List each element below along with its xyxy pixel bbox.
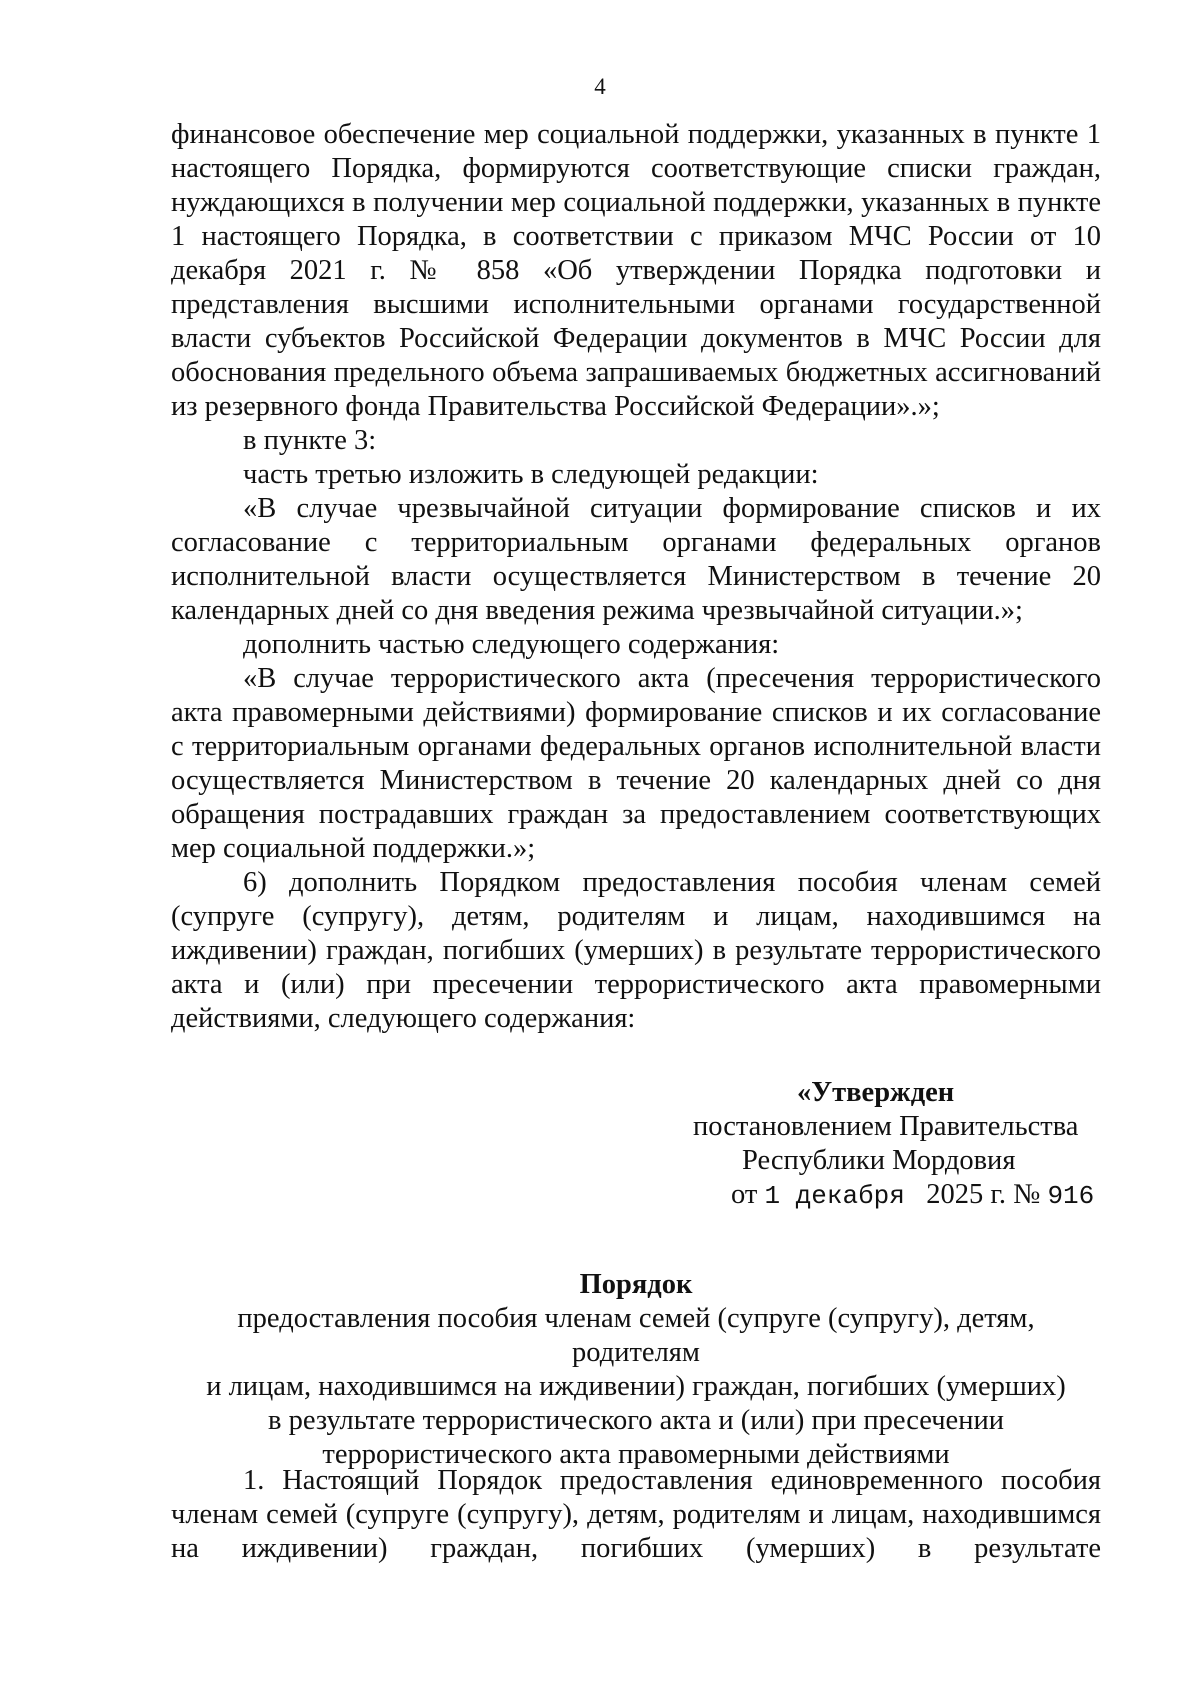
approval-date-year: 2025 г. № xyxy=(926,1179,1041,1210)
approval-stamp xyxy=(680,1076,1100,1213)
paragraph-part-three: часть третью изложить в следующей редакции: xyxy=(243,459,819,490)
paragraph-item-6: 6) дополнить Порядком предоставления пособия членам семей (супруге (супругу), детям, родителям и лицам, находившимся на иждивении) граждан, погибших (умерших) в результате террористического акта и (или) при пресечении террористического акта правомерными действиями, следующего содержания: xyxy=(171,867,1101,1034)
paragraph-add-part: дополнить частью следующего содержания: xyxy=(243,629,780,660)
paragraph-financial-support: финансовое обеспечение мер социальной поддержки, указанных в пункте 1 настоящего Порядка, формируются соответствующие списки граждан, нуждающихся в получении мер социальной поддержки, указанных в пункте 1 настоящего Порядка, в соответствии с приказом МЧС России от 10 декабря 2021 г. № 858 «Об утверждении Порядка подготовки и представления высшими исполнительными органами государственной власти субъектов Российской Федерации документов в МЧС России для обоснования предельного объема запрашиваемых бюджетных ассигнований из резервного фонда Правительства Российской Федерации».»; xyxy=(171,119,1101,422)
section-1-text: 1. Настоящий Порядок предоставления единовременного пособия членам семей (супруге (супругу), детям, родителям и лицам, находившимся на иждивении) граждан, погибших (умерших) в результате xyxy=(171,1465,1101,1564)
approval-line-resolution: постановлением Правительства xyxy=(693,1111,1079,1142)
order-title-line: в результате террористического акта и (или) при пресечении xyxy=(268,1405,1004,1436)
approval-number: 916 xyxy=(1047,1181,1095,1211)
paragraph-emergency-case: «В случае чрезвычайной ситуации формирование списков и их согласование с территориальным органами федеральных органов исполнительной власти осуществляется Министерством в течение 20 календарных дней со дня введения режима чрезвычайной ситуации.»; xyxy=(171,493,1101,626)
approval-title: «Утвержден xyxy=(797,1077,955,1108)
order-title-block xyxy=(171,1268,1101,1472)
page-number: 4 xyxy=(594,74,606,99)
approval-date-line xyxy=(680,1178,1100,1213)
approval-date-day-month: 1 декабря xyxy=(764,1181,905,1211)
paragraph-point-3: в пункте 3: xyxy=(243,425,377,456)
order-heading: Порядок xyxy=(579,1269,693,1300)
amendment-text xyxy=(171,118,1101,1036)
approval-date-prefix: от xyxy=(731,1179,758,1210)
section-1 xyxy=(171,1464,1101,1566)
order-title-line: и лицам, находившимся на иждивении) граждан, погибших (умерших) xyxy=(206,1371,1066,1402)
approval-line-republic: Республики Мордовия xyxy=(742,1145,1016,1176)
order-title-line: террористического акта правомерными действиями xyxy=(322,1439,950,1470)
paragraph-terrorist-act-case: «В случае террористического акта (пресечения террористического акта правомерными действиями) формирование списков и их согласование с территориальным органами федеральных органов исполнительной власти осуществляется Министерством в течение 20 календарных дней со дня обращения пострадавших граждан за предоставлением соответствующих мер социальной поддержки.»; xyxy=(171,663,1101,864)
order-title-line: предоставления пособия членам семей (супруге (супругу), детям, родителям xyxy=(237,1303,1035,1368)
